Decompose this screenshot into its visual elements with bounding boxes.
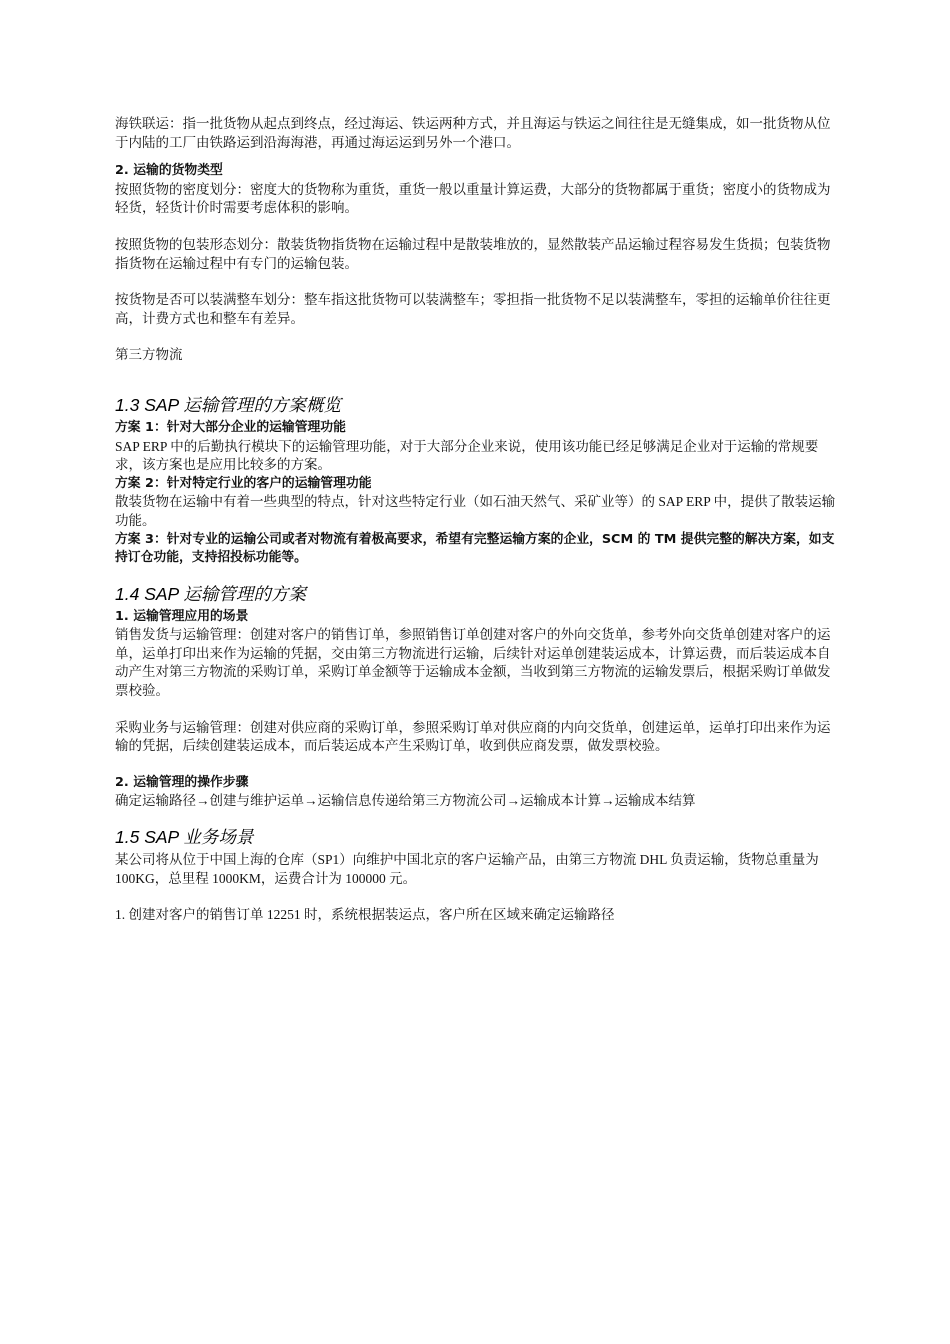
heading-1-3: 1.3 SAP 运输管理的方案概览 (115, 394, 341, 415)
paragraph-sales-order: 1. 创建对客户的销售订单 12251 时，系统根据装运点，客户所在区域来确定运输路径 (115, 907, 615, 923)
paragraph-packaging: 按照货物的包装形态划分：散装货物指货物在运输过程中是散装堆放的，显然散装产品运输过程容易发生货损；包装货物指货物在运输过程中有专门的运输包装。 (115, 236, 831, 271)
document-page (115, 115, 840, 925)
heading-1-5: 1.5 SAP 业务场景 (115, 827, 254, 848)
paragraph-sea-rail: 海铁联运：指一批货物从起点到终点，经过海运、铁运两种方式，并且海运与铁运之间往往是无缝集成，如一批货物从位于内陆的工厂由铁路运到沿海海港，再通过海运运到另外一个港口。 (115, 116, 831, 150)
steps-title: 2. 运输管理的操作步骤 (115, 774, 249, 790)
paragraph-sales-delivery: 销售发货与运输管理：创建对客户的销售订单，参照销售订单创建对客户的外向交货单，参考外向交货单创建对客户的运单，运单打印出来作为运输的凭据，交由第三方物流进行运输，后续针对运单创建装运成本，计算运费，而后装运成本自动产生对第三方物流的采购订单，采购订单金额等于运输成本金额，当收到第三方物流的运输发票后，根据采购订单做发票校验。 (115, 627, 831, 699)
steps-text: 确定运输路径→创建与维护运单→运输信息传递给第三方物流公司→运输成本计算→运输成本结算 (115, 793, 696, 809)
plan1-text: SAP ERP 中的后勤执行模块下的运输管理功能，对于大部分企业来说，使用该功能已经足够满足企业对于运输的常规要求，该方案也是应用比较多的方案。 (115, 438, 819, 473)
paragraph-procurement: 采购业务与运输管理：创建对供应商的采购订单，参照采购订单对供应商的内向交货单，创建运单，运单打印出来作为运输的凭据，后续创建装运成本，而后装运成本产生采购订单，收到供应商发票，做发票校验。 (115, 719, 831, 754)
paragraph-third-party: 第三方物流 (115, 347, 183, 363)
paragraph-density: 按照货物的密度划分：密度大的货物称为重货，重货一般以重量计算运费，大部分的货物都属于重货；密度小的货物成为轻货，轻货计价时需要考虑体积的影响。 (115, 181, 831, 216)
scenario-title: 1. 运输管理应用的场景 (115, 608, 249, 624)
plan2-title: 方案 2：针对特定行业的客户的运输管理功能 (115, 475, 372, 491)
paragraph-full-truck: 按货物是否可以装满整车划分：整车指这批货物可以装满整车；零担指一批货物不足以装满整车，零担的运输单价往往更高，计费方式也和整车有差异。 (115, 292, 831, 326)
plan2-text: 散装货物在运输中有着一些典型的特点，针对这些特定行业（如石油天然气、采矿业等）的 SAP ERP 中，提供了散装运输功能。 (115, 494, 836, 528)
plan3-text: 方案 3：针对专业的运输公司或者对物流有着极高要求，希望有完整运输方案的企业，SCM 的 TM 提供完整的解决方案，如支持订仓功能，支持招投标功能等。 (115, 531, 835, 566)
section-cargo-types-title: 2. 运输的货物类型 (115, 163, 223, 179)
heading-1-4: 1.4 SAP 运输管理的方案 (115, 583, 306, 604)
paragraph-business-scenario: 某公司将从位于中国上海的仓库（SP1）向维护中国北京的客户运输产品，由第三方物流 DHL 负责运输，货物总重量为 100KG，总里程 1000KM，运费合计为 100000 元。 (115, 852, 819, 886)
plan1-title: 方案 1：针对大部分企业的运输管理功能 (115, 419, 346, 435)
